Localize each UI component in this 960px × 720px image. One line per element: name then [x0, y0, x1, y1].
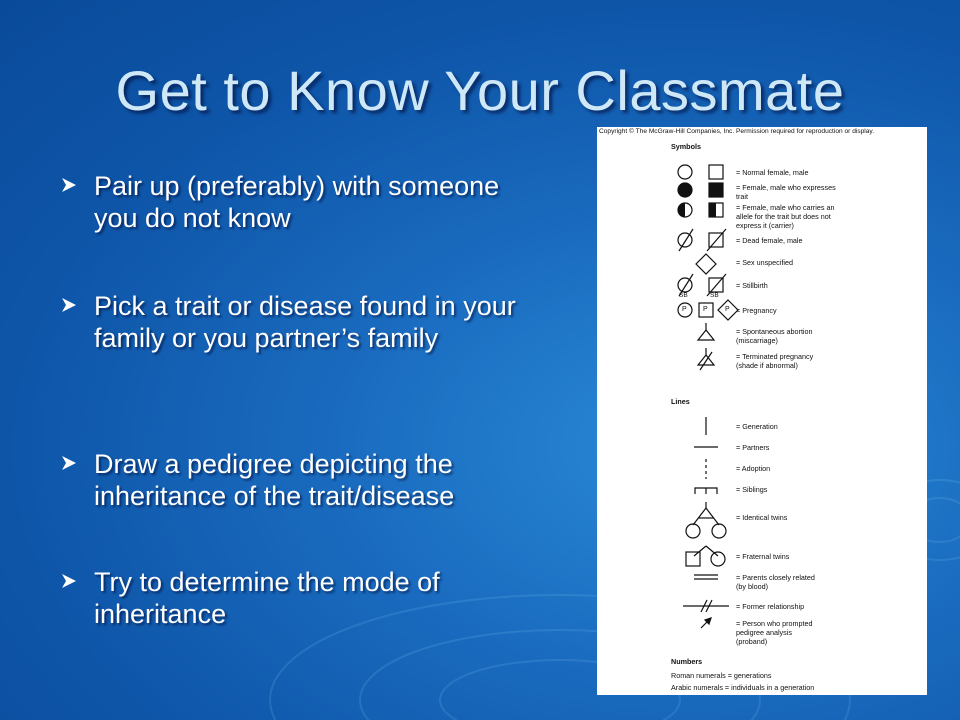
- line-label: = Partners: [736, 443, 770, 452]
- stillbirth-tag: SB: [710, 292, 719, 299]
- bullet-item: [60, 566, 550, 630]
- numbers-heading: Numbers: [671, 657, 703, 666]
- bullet-text: Pair up (preferably) with someone you do not know: [94, 171, 500, 233]
- pregnancy-tag: P: [682, 306, 687, 313]
- pedigree-symbols-chart: [597, 127, 927, 695]
- line-label: = Siblings: [736, 485, 768, 494]
- symbols-heading: Symbols: [671, 142, 701, 151]
- symbol-label: = Spontaneous abortion (miscarriage): [736, 327, 813, 345]
- affected-male-symbol: [709, 183, 723, 197]
- bullet-text: Try to determine the mode of inheritance: [94, 567, 440, 629]
- line-label: = Parents closely related (by blood): [736, 573, 815, 591]
- fraternal-twin-female-symbol: [711, 552, 725, 566]
- pregnancy-tag: P: [725, 306, 730, 313]
- symbol-label: = Pregnancy: [736, 306, 777, 315]
- siblings-line: [695, 488, 717, 494]
- symbol-label: = Stillbirth: [736, 281, 768, 290]
- pregnancy-tag: P: [703, 306, 708, 313]
- bullet-item: [60, 290, 550, 354]
- fraternal-twin-male-symbol: [686, 552, 700, 566]
- symbol-label: = Terminated pregnancy (shade if abnormal): [736, 352, 814, 370]
- bullet-item: [60, 448, 550, 512]
- line-label: = Fraternal twins: [736, 552, 790, 561]
- arrow-bullet-icon: [60, 290, 94, 354]
- arrow-bullet-icon: [60, 448, 94, 512]
- line-label: = Person who prompted pedigree analysis (proband): [736, 619, 813, 646]
- symbol-label: = Female, male who carries an allele for the trait but does not express it (carrier): [736, 203, 835, 230]
- identical-twin-right-symbol: [712, 524, 726, 538]
- line-label: = Former relationship: [736, 602, 805, 611]
- normal-male-symbol: [709, 165, 723, 179]
- symbol-label: = Sex unspecified: [736, 258, 793, 267]
- slide-title: Get to Know Your Classmate: [115, 59, 845, 122]
- affected-female-symbol: [678, 183, 692, 197]
- symbol-label: = Normal female, male: [736, 168, 809, 177]
- symbol-label: = Female, male who expresses trait: [736, 183, 836, 201]
- copyright-notice: Copyright © The McGraw-Hill Companies, Inc. Permission required for reproduction or display.: [599, 128, 875, 135]
- sex-unspecified-symbol: [696, 254, 716, 274]
- spontaneous-abortion-symbol: [698, 330, 714, 340]
- normal-female-symbol: [678, 165, 692, 179]
- numbers-text: Arabic numerals = individuals in a generation: [671, 683, 815, 692]
- numbers-text: Roman numerals = generations: [671, 671, 772, 680]
- line-label: = Identical twins: [736, 513, 788, 522]
- dead-female-symbol: [678, 233, 692, 247]
- bullet-text: Draw a pedigree depicting the inheritance of the trait/disease: [94, 449, 455, 511]
- arrow-bullet-icon: [60, 566, 94, 630]
- identical-twin-left-symbol: [686, 524, 700, 538]
- stillbirth-female-symbol: [678, 278, 692, 292]
- bullet-text: Pick a trait or disease found in your family or you partner’s family: [94, 291, 516, 353]
- lines-heading: Lines: [671, 397, 690, 406]
- symbol-label: = Dead female, male: [736, 236, 803, 245]
- stillbirth-tag: SB: [679, 292, 688, 299]
- line-label: = Generation: [736, 422, 778, 431]
- arrow-bullet-icon: [60, 170, 94, 234]
- bullet-item: [60, 170, 550, 234]
- line-label: = Adoption: [736, 464, 771, 473]
